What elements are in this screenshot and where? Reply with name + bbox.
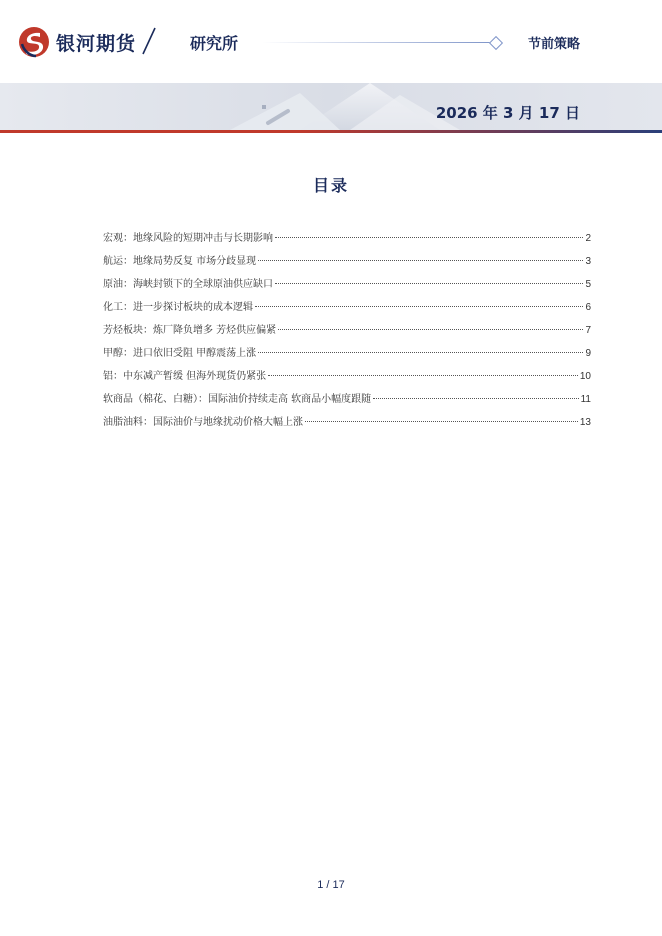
toc-item-page: 11 bbox=[580, 394, 591, 405]
toc-leader-dots bbox=[275, 237, 583, 238]
toc-leader-dots bbox=[255, 306, 583, 307]
header-rule bbox=[262, 42, 492, 43]
toc-list bbox=[103, 229, 591, 436]
toc-item-page: 13 bbox=[579, 417, 591, 428]
toc-item[interactable] bbox=[103, 275, 591, 298]
toc-item-page: 7 bbox=[585, 325, 591, 336]
toc-item-page: 5 bbox=[585, 279, 591, 290]
toc-leader-dots bbox=[275, 283, 583, 284]
toc-leader-dots bbox=[373, 398, 578, 399]
page-indicator: 1 / 17 bbox=[317, 879, 345, 891]
toc-leader-dots bbox=[258, 260, 583, 261]
toc-leader-dots bbox=[278, 329, 583, 330]
toc-item[interactable] bbox=[103, 390, 591, 413]
toc-item[interactable] bbox=[103, 413, 591, 436]
brand-name: 银河期货 bbox=[56, 33, 137, 55]
toc-item[interactable] bbox=[103, 321, 591, 344]
toc-item[interactable] bbox=[103, 252, 591, 275]
toc-item[interactable] bbox=[103, 298, 591, 321]
toc-item-page: 10 bbox=[579, 371, 591, 382]
toc-item-label: 油脂油料：国际油价与地缘扰动价格大幅上涨 bbox=[103, 417, 303, 428]
toc-item-label: 化工：进一步探讨板块的成本逻辑 bbox=[103, 302, 253, 313]
toc-item-label: 宏观：地缘风险的短期冲击与长期影响 bbox=[103, 233, 273, 244]
toc-item-label: 芳烃板块：炼厂降负增多 芳烃供应偏紧 bbox=[103, 325, 277, 336]
page-header bbox=[0, 0, 662, 83]
toc-item[interactable] bbox=[103, 344, 591, 367]
toc-item-label: 航运：地缘局势反复 市场分歧显现 bbox=[103, 256, 257, 267]
toc-item-label: 甲醇：进口依旧受阻 甲醇震荡上涨 bbox=[103, 348, 257, 359]
header-accent-bar bbox=[0, 130, 662, 133]
report-category: 节前策略 bbox=[528, 37, 581, 52]
toc-item[interactable] bbox=[103, 367, 591, 390]
toc-item-label: 原油：海峡封锁下的全球原油供应缺口 bbox=[103, 279, 273, 290]
toc-item-page: 2 bbox=[585, 233, 591, 244]
toc-item-page: 3 bbox=[585, 256, 591, 267]
toc-item-page: 9 bbox=[585, 348, 591, 359]
toc-item[interactable] bbox=[103, 229, 591, 252]
company-logo-icon bbox=[18, 26, 50, 58]
toc-leader-dots bbox=[258, 352, 583, 353]
toc-title: 目录 bbox=[312, 176, 349, 195]
toc-leader-dots bbox=[305, 421, 578, 422]
toc-leader-dots bbox=[268, 375, 578, 376]
toc-item-label: 软商品（棉花、白糖）：国际油价持续走高 软商品小幅度跟随 bbox=[103, 394, 372, 405]
divider-slash-icon bbox=[140, 26, 158, 56]
department-name: 研究所 bbox=[190, 34, 239, 53]
report-date: 2026 年 3 月 17 日 bbox=[435, 104, 580, 122]
toc-item-page: 6 bbox=[585, 302, 591, 313]
toc-item-label: 铝：中东减产暂缓 但海外现货仍紧张 bbox=[103, 371, 267, 382]
